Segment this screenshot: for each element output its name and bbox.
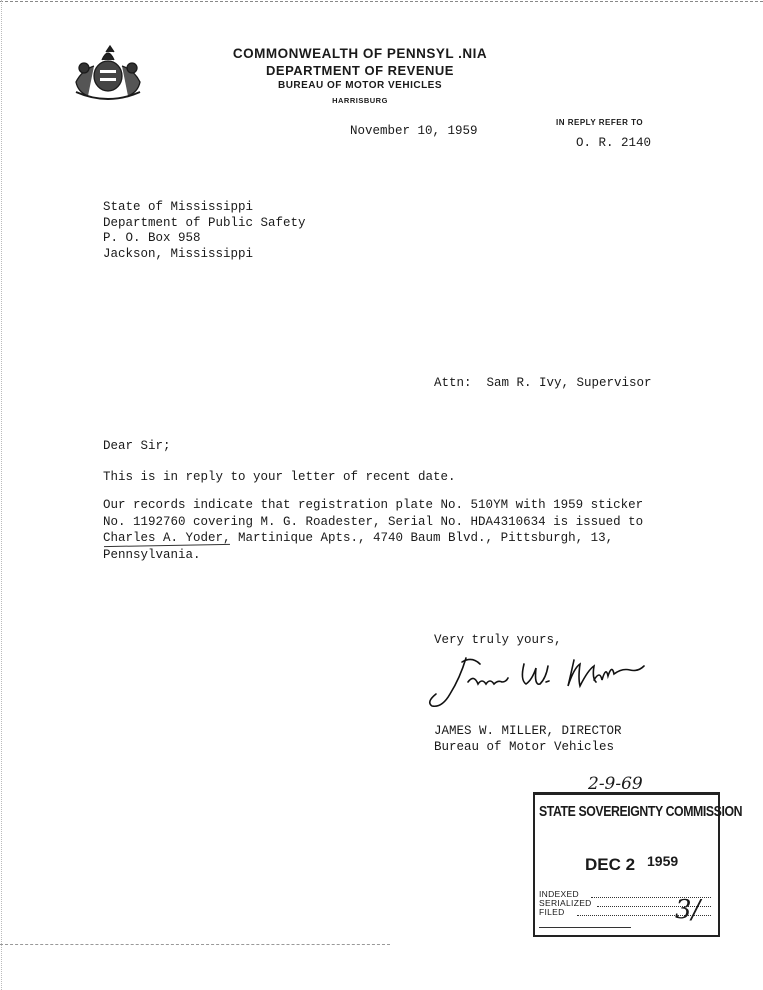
body-paragraph-1: This is in reply to your letter of recent date. — [103, 470, 456, 484]
body-paragraph-2 — [103, 497, 643, 563]
addressee-line: P. O. Box 958 — [103, 231, 201, 245]
letterhead-commonwealth: COMMONWEALTH OF PENNSYL .NIA — [232, 46, 488, 61]
stamp-field-indexed: INDEXED — [539, 889, 579, 899]
body-line: Our records indicate that registration plate No. 510YM with 1959 sticker — [103, 498, 644, 512]
reply-refer-label: IN REPLY REFER TO — [556, 118, 644, 127]
addressee-line: State of Mississippi — [103, 200, 254, 214]
state-seal-icon — [66, 44, 150, 102]
page-left-edge — [1, 0, 2, 990]
attention-line: Attn: Sam R. Ivy, Supervisor — [434, 376, 652, 390]
addressee-line: Jackson, Mississippi — [103, 246, 254, 261]
addressee-line: Department of Public Safety — [103, 215, 306, 230]
stamp-fields — [539, 890, 592, 917]
signature-image — [424, 652, 649, 714]
stamp-header: STATE SOVEREIGNTY COMMISSION — [539, 803, 743, 820]
stamp-field-filed: FILED — [539, 907, 565, 917]
signer-block — [434, 723, 622, 755]
body-line: No. 1192760 covering M. G. Roadester, Serial No. HDA4310634 is issued to — [103, 514, 644, 529]
page-bottom-edge — [0, 944, 390, 945]
stamp-rule — [539, 927, 631, 928]
letterhead-bureau: BUREAU OF MOTOR VEHICLES — [277, 80, 443, 91]
signer-name: JAMES W. MILLER, DIRECTOR — [434, 724, 622, 738]
signer-title: Bureau of Motor Vehicles — [434, 740, 615, 754]
letterhead-department: DEPARTMENT OF REVENUE — [266, 63, 454, 78]
signature-text: James W. Miller — [424, 652, 431, 653]
salutation: Dear Sir; — [103, 439, 171, 453]
received-stamp — [533, 792, 743, 937]
stamp-field-serialized: SERIALIZED — [539, 898, 592, 908]
stamp-year: 1959 — [647, 853, 679, 869]
page-top-edge — [0, 1, 763, 2]
letter-date: November 10, 1959 — [350, 124, 478, 138]
handwritten-date: 2-9-69 — [588, 774, 643, 794]
body-line: Pennsylvania. — [103, 547, 201, 562]
reply-refer-number: O. R. 2140 — [576, 136, 652, 150]
stamp-date: DEC 2 — [585, 855, 636, 874]
body-line: Charles A. Yoder, Martinique Apts., 4740 Baum Blvd., Pittsburgh, 13, — [103, 531, 614, 545]
addressee-block — [103, 200, 306, 262]
stamp-initials: 3/ — [675, 895, 701, 925]
letterhead-city: HARRISBURG — [332, 96, 388, 105]
closing: Very truly yours, — [434, 633, 562, 647]
